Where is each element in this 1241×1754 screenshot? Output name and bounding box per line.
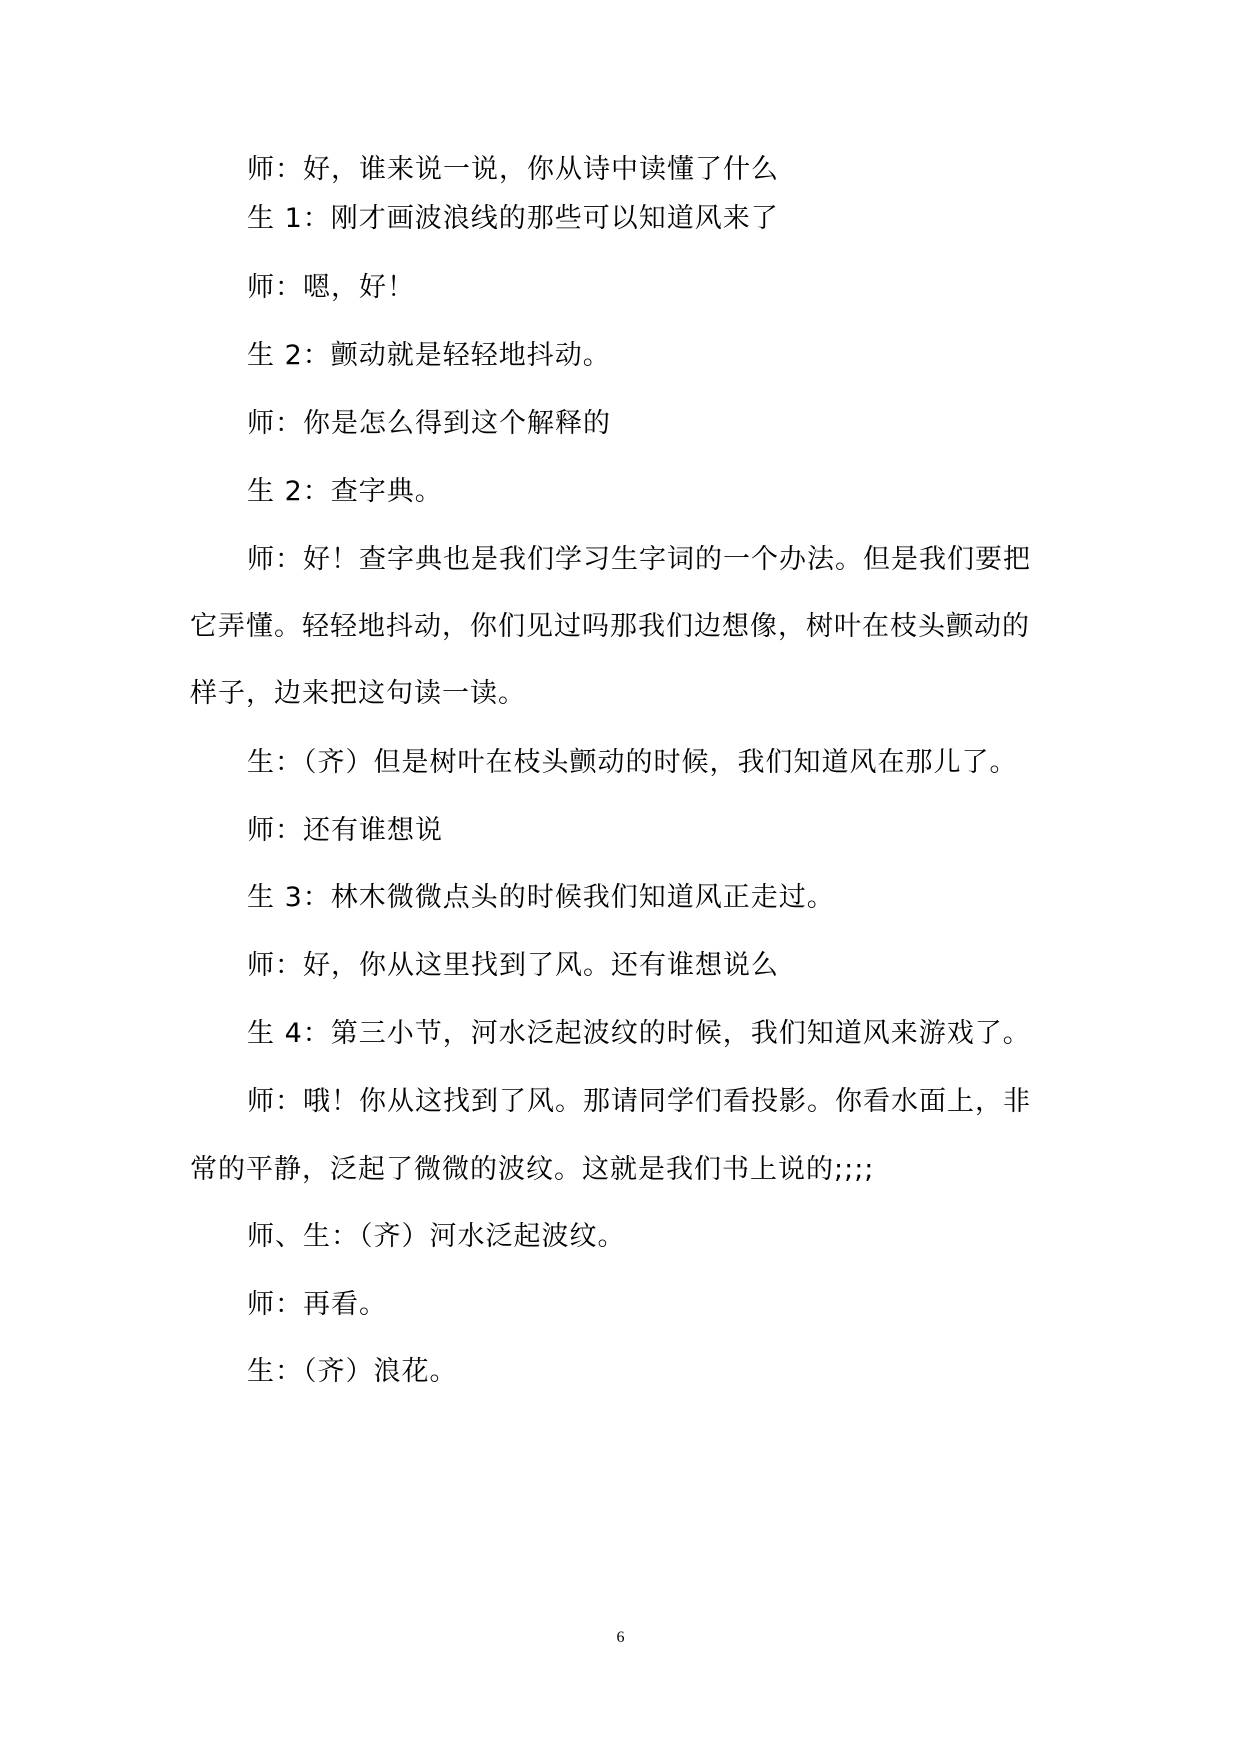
dialogue-line: 生 2：查字典。 (247, 476, 443, 507)
dialogue-line: 生 1：刚才画波浪线的那些可以知道风来了 (247, 203, 779, 234)
dialogue-line: 师：再看。 (247, 1289, 387, 1320)
dialogue-continuation-line: 常的平静，泛起了微微的波纹。这就是我们书上说的;;;; (190, 1154, 875, 1185)
dialogue-line: 生：（齐）浪花。 (247, 1356, 458, 1387)
dialogue-line: 生 4：第三小节，河水泛起波纹的时候，我们知道风来游戏了。 (247, 1018, 1031, 1049)
dialogue-line: 师：哦！你从这找到了风。那请同学们看投影。你看水面上，非 (247, 1086, 1031, 1117)
dialogue-line: 师：嗯，好！ (247, 272, 415, 303)
dialogue-line: 生：（齐）但是树叶在枝头颤动的时候，我们知道风在那儿了。 (247, 747, 1018, 778)
dialogue-line: 师：还有谁想说 (247, 815, 443, 846)
dialogue-line: 师：你是怎么得到这个解释的 (247, 408, 611, 439)
dialogue-line: 生 3：林木微微点头的时候我们知道风正走过。 (247, 882, 835, 913)
page-number: 6 (616, 1629, 625, 1646)
dialogue-continuation-line: 样子，边来把这句读一读。 (190, 678, 526, 709)
dialogue-line: 师：好！查字典也是我们学习生字词的一个办法。但是我们要把 (247, 544, 1031, 575)
dialogue-line: 生 2：颤动就是轻轻地抖动。 (247, 340, 611, 371)
dialogue-continuation-line: 它弄懂。轻轻地抖动，你们见过吗那我们边想像，树叶在枝头颤动的 (190, 611, 1030, 642)
dialogue-line: 师：好，谁来说一说，你从诗中读懂了什么 (247, 154, 779, 185)
dialogue-line: 师：好，你从这里找到了风。还有谁想说么 (247, 950, 779, 981)
dialogue-line: 师、生：（齐）河水泛起波纹。 (247, 1221, 626, 1252)
